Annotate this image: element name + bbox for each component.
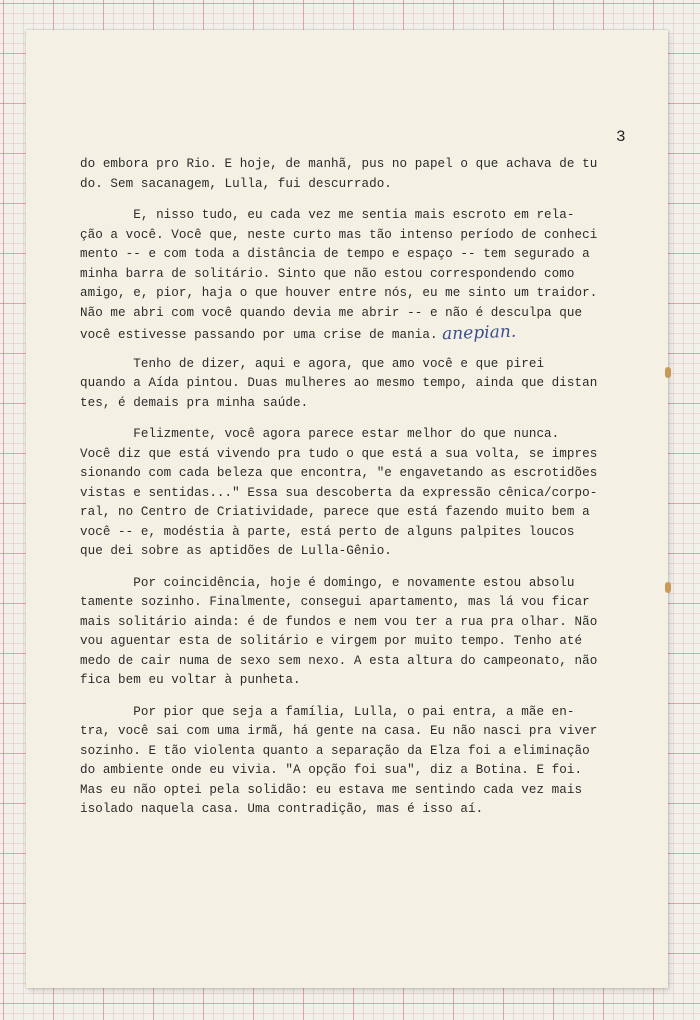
rust-spot [665, 367, 671, 378]
text-line: Por coincidência, hoje é domingo, e novamente estou absolu [80, 575, 575, 590]
paragraph-1 [80, 155, 620, 194]
text-line: Você diz que está vivendo pra tudo o que está a sua volta, se impres [80, 446, 598, 461]
text-line: tra, você sai com uma irmã, há gente na casa. Eu não nasci pra viver [80, 724, 598, 738]
paragraph-3 [80, 355, 620, 414]
text-line: amigo, e, pior, haja o que houver entre nós, eu me sinto um traidor. [80, 286, 598, 300]
page-number: 3 [616, 128, 626, 146]
text-line: minha barra de solitário. Sinto que não estou correspondendo como [80, 266, 575, 281]
paragraph-6 [80, 703, 620, 820]
paragraph-5 [80, 574, 620, 691]
text-line: tamente sozinho. Finalmente, consegui apartamento, mas lá vou ficar [80, 595, 590, 609]
text-line: fica bem eu voltar à punheta. [80, 673, 301, 687]
text-line: Tenho de dizer, aqui e agora, que amo você e que pirei [80, 356, 545, 371]
text-line: do embora pro Rio. E hoje, de manhã, pus no papel o que achava de tu [80, 157, 598, 171]
text-line: do ambiente onde eu vivia. "A opção foi sua", diz a Botina. E foi. [80, 763, 583, 777]
text-line: vou aguentar esta de solitário e virgem por muito tempo. Tenho até [80, 634, 583, 648]
text-line: você estivesse passando por uma crise de mania. [80, 328, 438, 342]
text-line: que dei sobre as aptidões de Lulla-Gênio. [80, 544, 392, 558]
paragraph-2 [80, 206, 620, 343]
handwritten-annotation: anepian. [441, 321, 517, 345]
text-line: ção a você. Você que, neste curto mas tão intenso período de conheci [80, 227, 598, 242]
text-line: você -- e, modéstia à parte, está perto de alguns palpites loucos [80, 524, 575, 539]
text-line: mento -- e com toda a distância de tempo e espaço -- tem segurado a [80, 247, 590, 261]
text-line: Felizmente, você agora parece estar melhor do que nunca. [80, 427, 560, 441]
text-line: quando a Aída pintou. Duas mulheres ao mesmo tempo, ainda que distan [80, 376, 598, 390]
text-line: tes, é demais pra minha saúde. [80, 395, 309, 410]
paragraph-4 [80, 425, 620, 562]
text-line: isolado naquela casa. Uma contradição, mas é isso aí. [80, 802, 484, 816]
text-line: Não me abri com você quando devia me abrir -- e não é desculpa que [80, 305, 583, 320]
text-line: vistas e sentidas..." Essa sua descoberta da expressão cênica/corpo- [80, 485, 598, 500]
text-line: ral, no Centro de Criatividade, parece que está fazendo muito bem a [80, 505, 590, 519]
text-line: mais solitário ainda: é de fundos e nem vou ter a rua pra olhar. Não [80, 614, 598, 629]
rust-spot [665, 582, 671, 593]
letter-body [80, 155, 620, 832]
text-line: E, nisso tudo, eu cada vez me sentia mais escroto em rela- [80, 208, 575, 222]
text-line: medo de cair numa de sexo sem nexo. A esta altura do campeonato, não [80, 653, 598, 668]
text-line-annotated [80, 323, 620, 343]
text-line: sozinho. E tão violenta quanto a separação da Elza foi a eliminação [80, 743, 590, 758]
text-line: Por pior que seja a família, Lulla, o pai entra, a mãe en- [80, 704, 575, 719]
text-line: sionando com cada beleza que encontra, "e engavetando as escrotidões [80, 466, 598, 480]
text-line: do. Sem sacanagem, Lulla, fui descurrado. [80, 176, 392, 191]
text-line: Mas eu não optei pela solidão: eu estava me sentindo cada vez mais [80, 782, 583, 797]
